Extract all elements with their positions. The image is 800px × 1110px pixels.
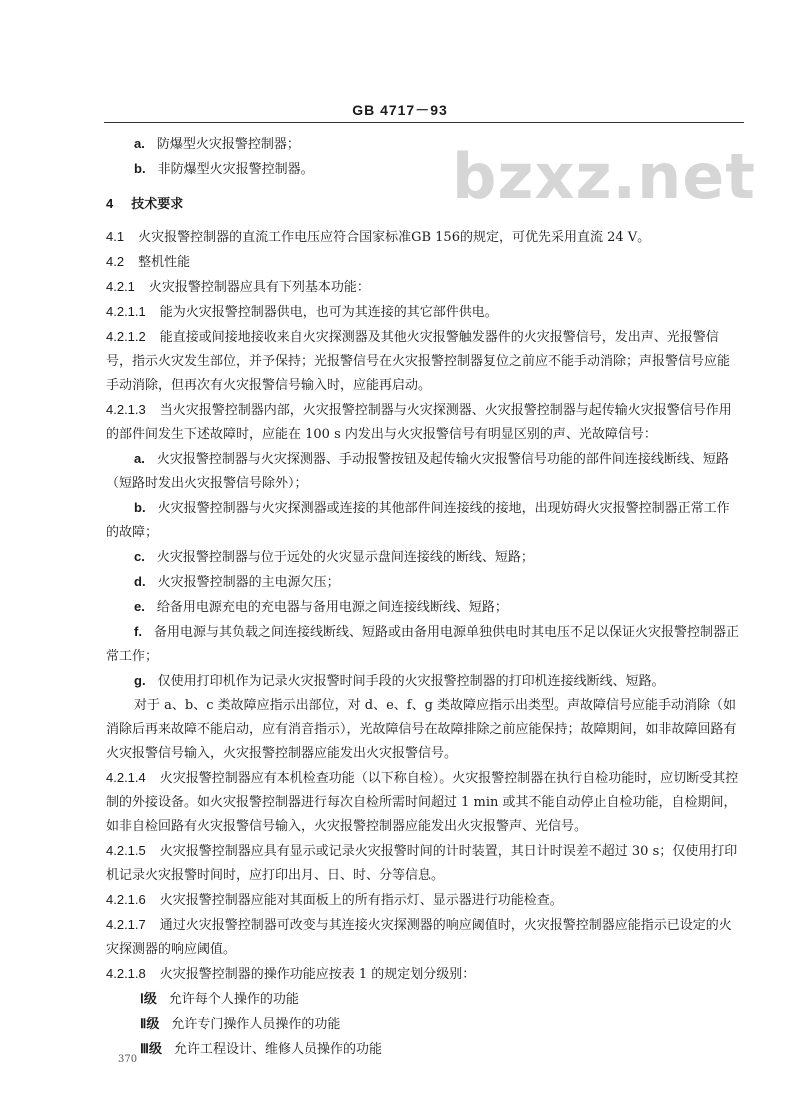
section-heading: 4 技术要求 [106, 196, 184, 212]
list-item-a: a. 防爆型火灾报警控制器； [134, 136, 300, 152]
fault-item-b: b. 火灾报警控制器与火灾探测器或连接的其他部件间连接线的接地，出现妨碍火灾报警控制器正常工作的故障； [106, 500, 730, 540]
fault-item-g: g. 仅使用打印机作为记录火灾报警时间手段的火灾报警控制器的打印机连接线断线、短路。 [134, 673, 665, 689]
level-item-3: Ⅲ级 允许工程设计、维修人员操作的功能 [140, 1041, 382, 1057]
clause-4-2-1-3: 4.2.1.3 当火灾报警控制器内部，火灾报警控制器与火灾探测器、火灾报警控制器与起传输火灾报警信号作用的部件间发生下述故障时，应能在 100 s 内发出与火灾报警信号有明显区别的声、光故障信号： [106, 402, 732, 442]
clause-4-2-1-7: 4.2.1.7 通过火灾报警控制器可改变与其连接火灾探测器的响应阈值时，火灾报警控制器应能指示已设定的火灾探测器的响应阈值。 [106, 917, 732, 957]
level-item-1: Ⅰ级 允许每个人操作的功能 [140, 991, 299, 1007]
clause-4-2-1: 4.2.1 火灾报警控制器应具有下列基本功能： [106, 279, 370, 295]
clause-4-2-1-1: 4.2.1.1 能为火灾报警控制器供电，也可为其连接的其它部件供电。 [106, 304, 498, 320]
clause-4-1: 4.1 火灾报警控制器的直流工作电压应符合国家标准GB 156的规定，可优先采用直流 24 V。 [106, 229, 651, 245]
fault-item-e: e. 给备用电源充电的充电器与备用电源之间连接线断线、短路； [134, 599, 508, 615]
fault-item-c: c. 火灾报警控制器与位于远处的火灾显示盘间连接线的断线、短路； [134, 549, 534, 565]
level-item-2: Ⅱ级 允许专门操作人员操作的功能 [140, 1016, 341, 1032]
fault-item-f: f. 备用电源与其负载之间连接线断线、短路或由备用电源单独供电时其电压不足以保证火灾报警控制器正常工作； [106, 624, 739, 664]
document-body [106, 132, 742, 1062]
watermark: bzxz.net [452, 140, 756, 213]
fault-note: 对于 a、b、c 类故障应指示出部位，对 d、e、f、g 类故障应指示出类型。声故障信号应能手动消除（如消除后再来故障不能启动，应有消音指示），光故障信号在故障排除之前应能保持；故障期间，如非故障回路有火灾报警信号输入，火灾报警控制器应能发出火灾报警信号。 [106, 698, 737, 761]
clause-4-2-1-4: 4.2.1.4 火灾报警控制器应有本机检查功能（以下称自检）。火灾报警控制器在执行自检功能时，应切断受其控制的外接设备。如火灾报警控制器进行每次自检所需时间超过 1 min 或其不能自动停止自检功能，自检期间，如非自检回路有火灾报警信号输入，火灾报警控制器应能发出火灾报警声、光信号。 [106, 770, 739, 834]
fault-item-a: a. 火灾报警控制器与火灾探测器、手动报警按钮及起传输火灾报警信号功能的部件间连接线断线、短路（短路时发出火灾报警信号除外）； [106, 451, 729, 491]
header-rule [104, 122, 744, 123]
clause-4-2-1-6: 4.2.1.6 火灾报警控制器应能对其面板上的所有指示灯、显示器进行功能检查。 [106, 892, 563, 908]
page-number: 370 [118, 1054, 138, 1065]
clause-4-2-1-2: 4.2.1.2 能直接或间接地接收来自火灾探测器及其他火灾报警触发器件的火灾报警信号，发出声、光报警信号，指示火灾发生部位，并予保持；光报警信号在火灾报警控制器复位之前应不能手动消除；声报警信号应能手动消除，但再次有火灾报警信号输入时，应能再启动。 [106, 329, 731, 393]
fault-item-d: d. 火灾报警控制器的主电源欠压； [134, 574, 340, 590]
standard-code-header: GB 4717－93 [352, 102, 448, 118]
clause-4-2-1-5: 4.2.1.5 火灾报警控制器应具有显示或记录火灾报警时间的计时装置，其日计时误差不超过 30 s；仅使用打印机记录火灾报警时间时，应打印出月、日、时、分等信息。 [106, 843, 738, 883]
list-item-b: b. 非防爆型火灾报警控制器。 [134, 161, 314, 177]
clause-4-2: 4.2 整机性能 [106, 254, 191, 270]
clause-4-2-1-8: 4.2.1.8 火灾报警控制器的操作功能应按表 1 的规定划分级别： [106, 966, 476, 982]
